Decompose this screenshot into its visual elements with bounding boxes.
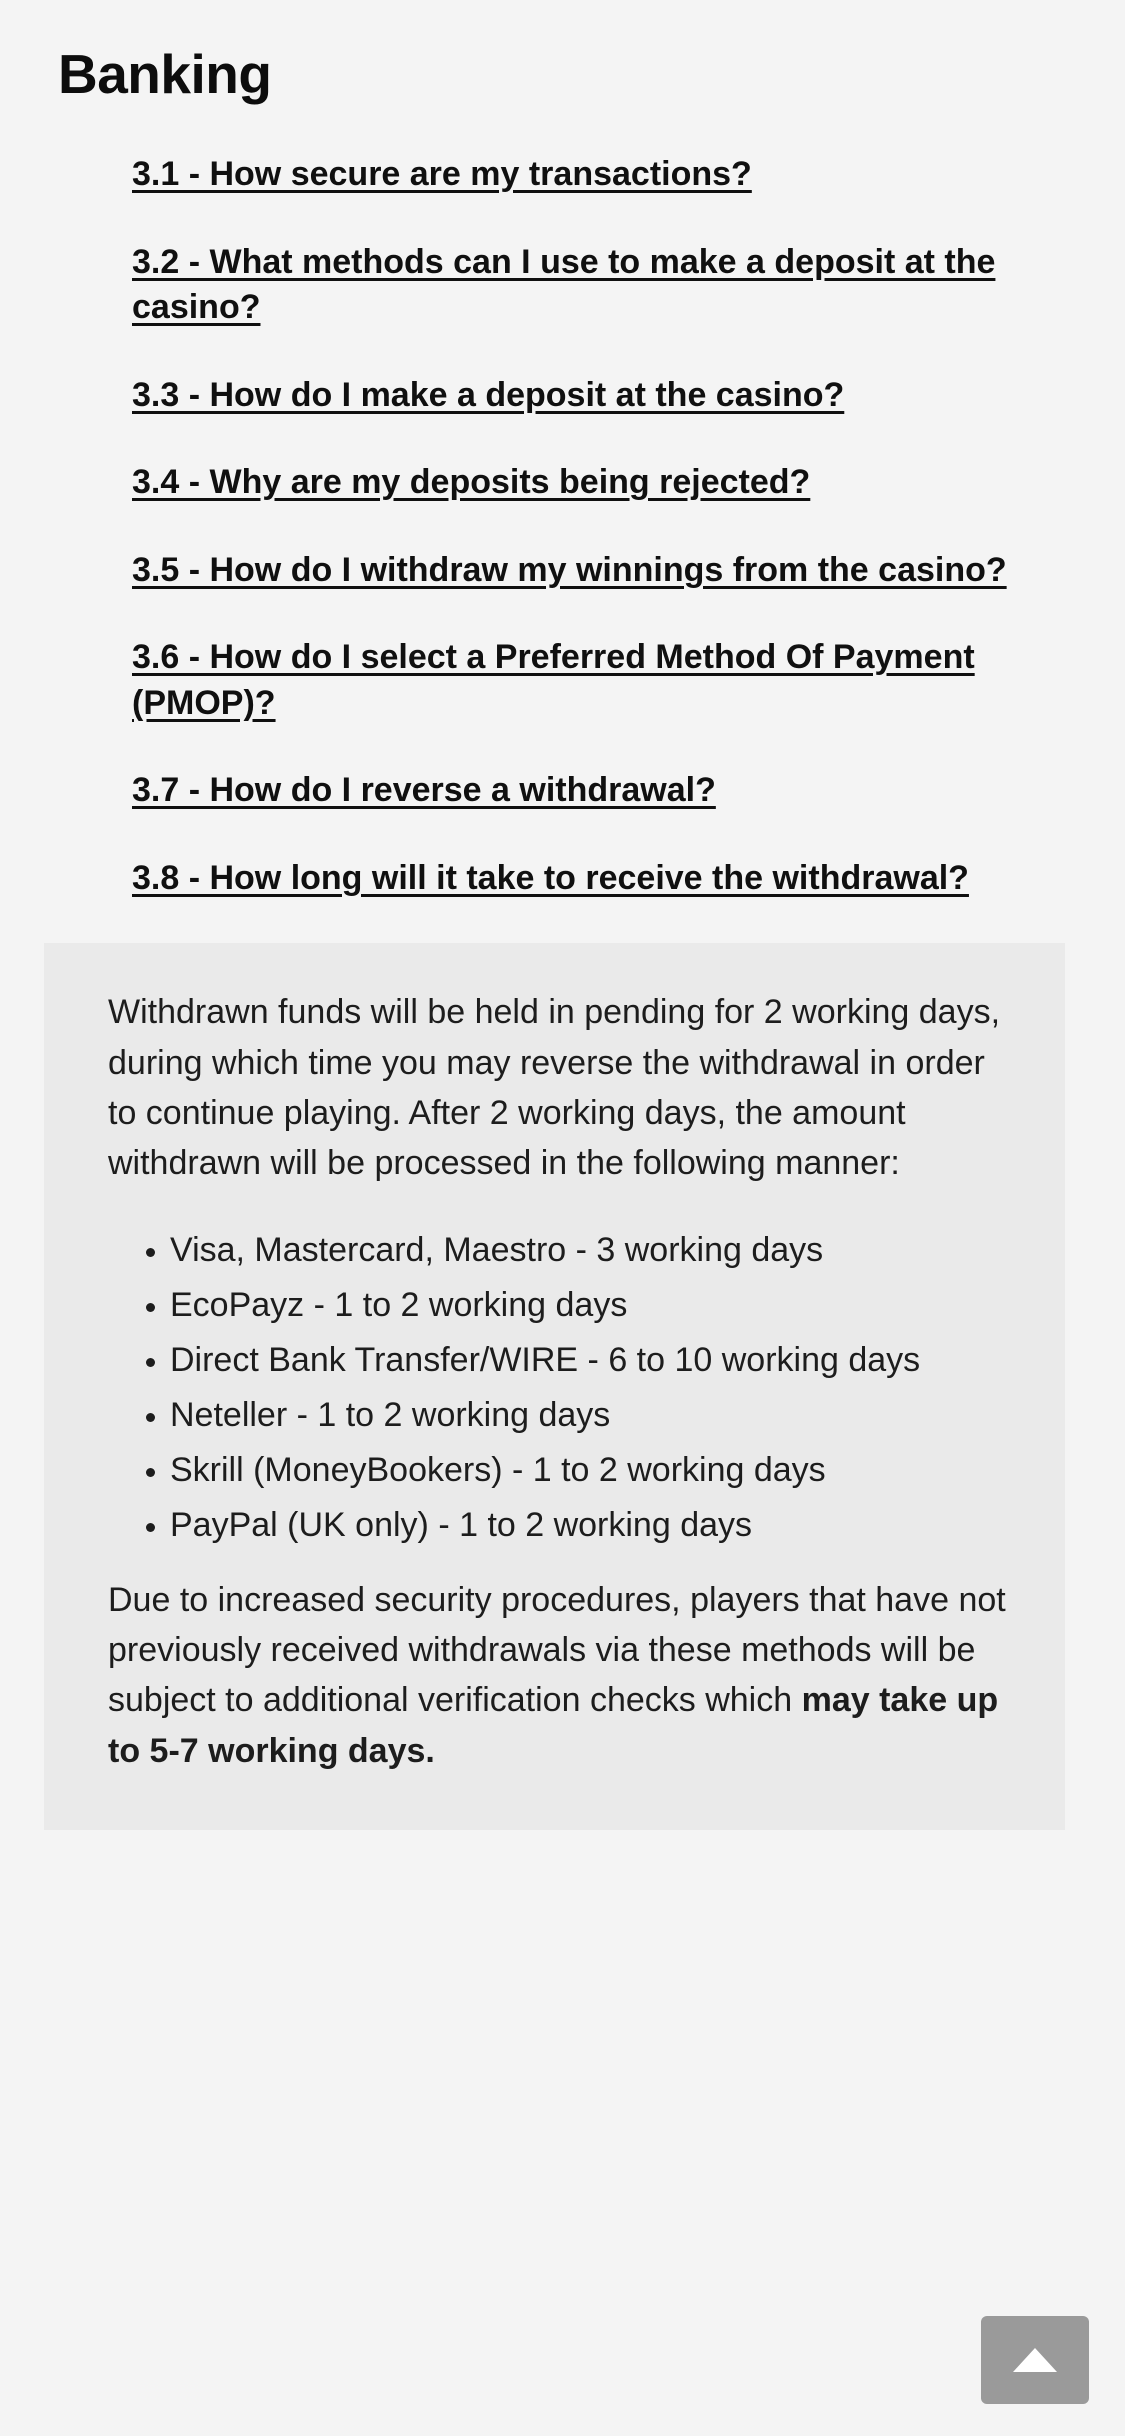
faq-link-3-4[interactable]: 3.4 - Why are my deposits being rejected? xyxy=(132,463,811,502)
list-item xyxy=(132,768,1065,814)
list-item: • Visa, Mastercard, Maestro - 3 working days xyxy=(170,1225,1013,1276)
answer-outro-paragraph xyxy=(108,1575,1013,1776)
faq-link-3-5[interactable]: 3.5 - How do I withdraw my winnings from the casino? xyxy=(132,550,1007,589)
answer-panel xyxy=(44,943,1065,1830)
faq-link-3-6[interactable]: 3.6 - How do I select a Preferred Method Of Payment (PMOP)? xyxy=(132,638,975,722)
list-item: • Skrill (MoneyBookers) - 1 to 2 working days xyxy=(170,1445,1013,1496)
faq-link-3-3[interactable]: 3.3 - How do I make a deposit at the casino? xyxy=(132,375,845,414)
answer-intro-paragraph: Withdrawn funds will be held in pending for 2 working days, during which time you may reverse the withdrawal in order to continue playing. After 2 working days, the amount withdrawn will be processed in the following manner: xyxy=(108,993,1001,1183)
scroll-to-top-button[interactable] xyxy=(981,2316,1089,2404)
list-item: • Direct Bank Transfer/WIRE - 6 to 10 working days xyxy=(170,1335,1013,1386)
list-item: • EcoPayz - 1 to 2 working days xyxy=(170,1280,1013,1331)
withdrawal-methods-list xyxy=(108,1225,1013,1551)
list-item xyxy=(132,856,1065,902)
faq-link-3-1[interactable]: 3.1 - How secure are my transactions? xyxy=(132,155,752,193)
answer-outro-text: Due to increased security procedures, players that have not previously received withdrawals via these methods will be subject to additional verification checks which xyxy=(108,1580,1006,1720)
answer-outro-emphasis: may take up to 5-7 working days. xyxy=(108,1681,999,1770)
list-item xyxy=(132,373,1065,419)
faq-link-3-8[interactable]: 3.8 - How long will it take to receive the withdrawal? xyxy=(132,858,969,897)
faq-question-list xyxy=(0,106,1125,901)
faq-link-3-7[interactable]: 3.7 - How do I reverse a withdrawal? xyxy=(132,771,716,810)
list-item xyxy=(132,240,1065,331)
page-title: Banking xyxy=(58,43,272,105)
list-item: • PayPal (UK only) - 1 to 2 working days xyxy=(170,1500,1013,1551)
chevron-up-icon xyxy=(1011,2345,1059,2375)
list-item: • Neteller - 1 to 2 working days xyxy=(170,1390,1013,1441)
list-item xyxy=(132,152,1065,198)
list-item xyxy=(132,635,1065,726)
list-item xyxy=(132,548,1065,594)
faq-link-3-2[interactable]: 3.2 - What methods can I use to make a deposit at the casino? xyxy=(132,242,996,327)
list-item xyxy=(132,460,1065,506)
